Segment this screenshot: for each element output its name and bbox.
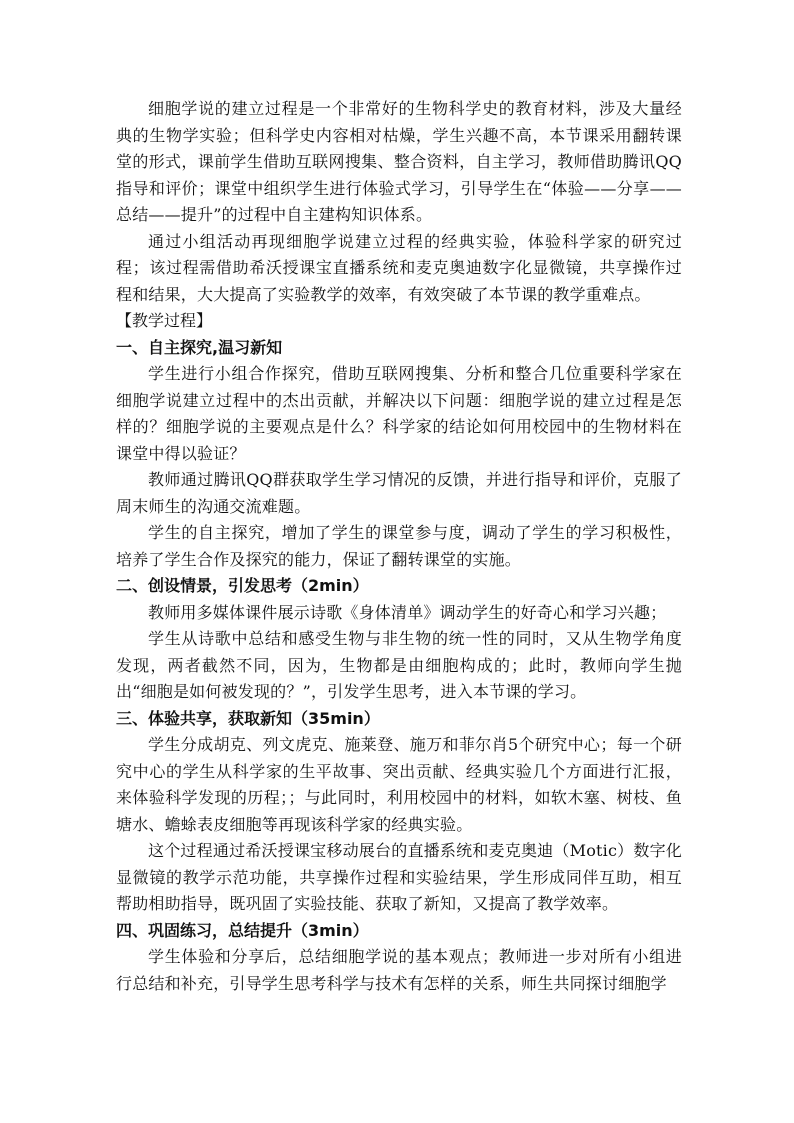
section-paragraph: 学生的自主探究，增加了学生的课堂参与度，调动了学生的学习积极性，培养了学生合作及探究的能力，保证了翻转课堂的实施。 xyxy=(116,523,682,569)
section-heading: 四、巩固练习，总结提升（3min） xyxy=(116,920,369,940)
intro-paragraph: 细胞学说的建立过程是一个非常好的生物科学史的教育材料，涉及大量经典的生物学实验；但科学史内容相对枯燥，学生兴趣不高，本节课采用翻转课堂的形式，课前学生借助互联网搜集、整合资料，自主学习，教师借助腾讯QQ指导和评价；课堂中组织学生进行体验式学习，引导学生在“体验——分享——总结——提升”的过程中自主建构知识体系。 xyxy=(116,99,682,224)
section-paragraph: 这个过程通过希沃授课宝移动展台的直播系统和麦克奥迪（Motic）数字化显微镜的教学示范功能，共享操作过程和实验结果，学生形成同伴互助，相互帮助相助指导，既巩固了实验技能、获取了新知，又提高了教学效率。 xyxy=(116,841,682,913)
section-paragraph: 学生分成胡克、列文虎克、施莱登、施万和菲尔肖5个研究中心；每一个研究中心的学生从科学家的生平故事、突出贡献、经典实验几个方面进行汇报，来体验科学发现的历程；；与此同时，利用校园中的材料，如软木塞、树枝、鱼塘水、蟾蜍表皮细胞等再现该科学家的经典实验。 xyxy=(116,735,682,834)
section-heading: 三、体验共享，获取新知（35min） xyxy=(116,708,380,728)
process-heading: 【教学过程】 xyxy=(116,311,213,330)
section-heading: 二、创设情景，引发思考（2min） xyxy=(116,576,369,595)
section-paragraph: 教师通过腾讯QQ群获取学生学习情况的反馈，并进行指导和评价，克服了周末师生的沟通交流难题。 xyxy=(116,470,682,516)
section-heading: 一、自主探究,温习新知 xyxy=(116,337,283,357)
document-page xyxy=(116,96,682,997)
section-paragraph: 学生进行小组合作探究，借助互联网搜集、分析和整合几位重要科学家在细胞学说建立过程中的杰出贡献，并解决以下问题：细胞学说的建立过程是怎样的？细胞学说的主要观点是什么？科学家的结论如何用校园中的生物材料在课堂中得以验证？ xyxy=(116,364,682,463)
section-paragraph: 学生从诗歌中总结和感受生物与非生物的统一性的同时，又从生物学角度发现，两者截然不同，因为，生物都是由细胞构成的；此时，教师向学生抛出“细胞是如何被发现的？”，引发学生思考，进入本节课的学习。 xyxy=(116,629,682,701)
intro-paragraph: 通过小组活动再现细胞学说建立过程的经典实验，体验科学家的研究过程；该过程需借助希沃授课宝直播系统和麦克奥迪数字化显微镜，共享操作过程和结果，大大提高了实验教学的效率，有效突破了本节课的教学重难点。 xyxy=(116,231,682,304)
section-paragraph: 学生体验和分享后，总结细胞学说的基本观点；教师进一步对所有小组进行总结和补充，引导学生思考科学与技术有怎样的关系，师生共同探讨细胞学 xyxy=(116,947,682,993)
section-paragraph: 教师用多媒体课件展示诗歌《身体清单》调动学生的好奇心和学习兴趣； xyxy=(148,602,667,622)
